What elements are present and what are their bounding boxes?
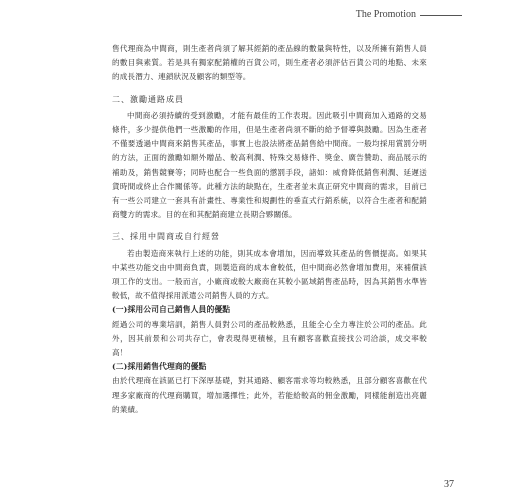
paragraph-2: 中間商必須持續的受到激勵，才能有最佳的工作表現。因此吸引中間商加入通路的交易條件，多少提供他們一些激勵的作用，但是生產者尚須不斷的給予督導與鼓勵。因為生產者不僅要透過中間商來銷售其產品，事實上也設法將產品銷售給中間商。一般均採用賞罰分明的方法，正面的激勵如額外贈品、較高利潤、特殊交易條件、獎金、廣告贊助、商品展示的補助及，銷售競賽等；同時也配合一些負面的懲罰手段，諸如：威脅降低銷售利潤、延遲送貨時間或終止合作關係等。此種方法的缺點在，生產者並未真正研究中間商的需求，目前已有一些公司建立一套具有計畫性、專業性和規劃性的垂直式行銷系統，以符合生產者和配銷商雙方的需求。目的在和其配銷商建立長期合夥關係。 [112, 110, 427, 220]
running-head [356, 9, 462, 20]
page-number: 37 [444, 479, 454, 490]
page-body [112, 42, 427, 417]
header-rule [420, 15, 462, 16]
section-heading-2: 二、激勵通路成員 [112, 94, 184, 104]
paragraph-3: 若由製造商來執行上述的功能，則其成本會增加，因而導致其產品的售價提高。如果其中某些功能交由中間商負責，則製造商的成本會較低，但中間商必然會增加費用，來補償該項工作的支出。一般而言，小廠商或較大廠商在其較小區域銷售產品時，因為其銷售水準皆較低，故不值得採用派遣公司銷售人員的方式。 [112, 248, 427, 301]
paragraph-1: 售代理商為中間商，則生產者尚須了解其經銷的產品線的數量與特性，以及所擁有銷售人員的數目與素質。若是具有獨家配銷權的百貨公司，則生產者必須評估百貨公司的地點、未來的成長潛力、連鎖狀況及顧客的類型等。 [112, 44, 427, 82]
subheading-2: (二)採用銷售代理商的優點 [112, 362, 207, 372]
paragraph-4: 經過公司的專業培訓，銷售人員對公司的產品較熟悉，且能全心全力專注於公司的產品。此外，因其前景和公司共存亡，會表現得更積極，且有顧客喜歡直接找公司洽談，成交率較高！ [112, 319, 427, 358]
subheading-1: (一)採用公司自己銷售人員的優點 [112, 305, 231, 315]
section-heading-3: 三、採用中間商或自行經營 [112, 232, 220, 242]
paragraph-5: 由於代理商在該區已打下深厚基礎，對其通路、顧客需求等均較熟悉，且部分顧客喜歡在代理多家廠商的代理商購買，增加選擇性；此外，若能給較高的佣金激勵，同樣能創造出亮麗的業績。 [112, 376, 427, 414]
running-title: The Promotion [355, 9, 416, 20]
